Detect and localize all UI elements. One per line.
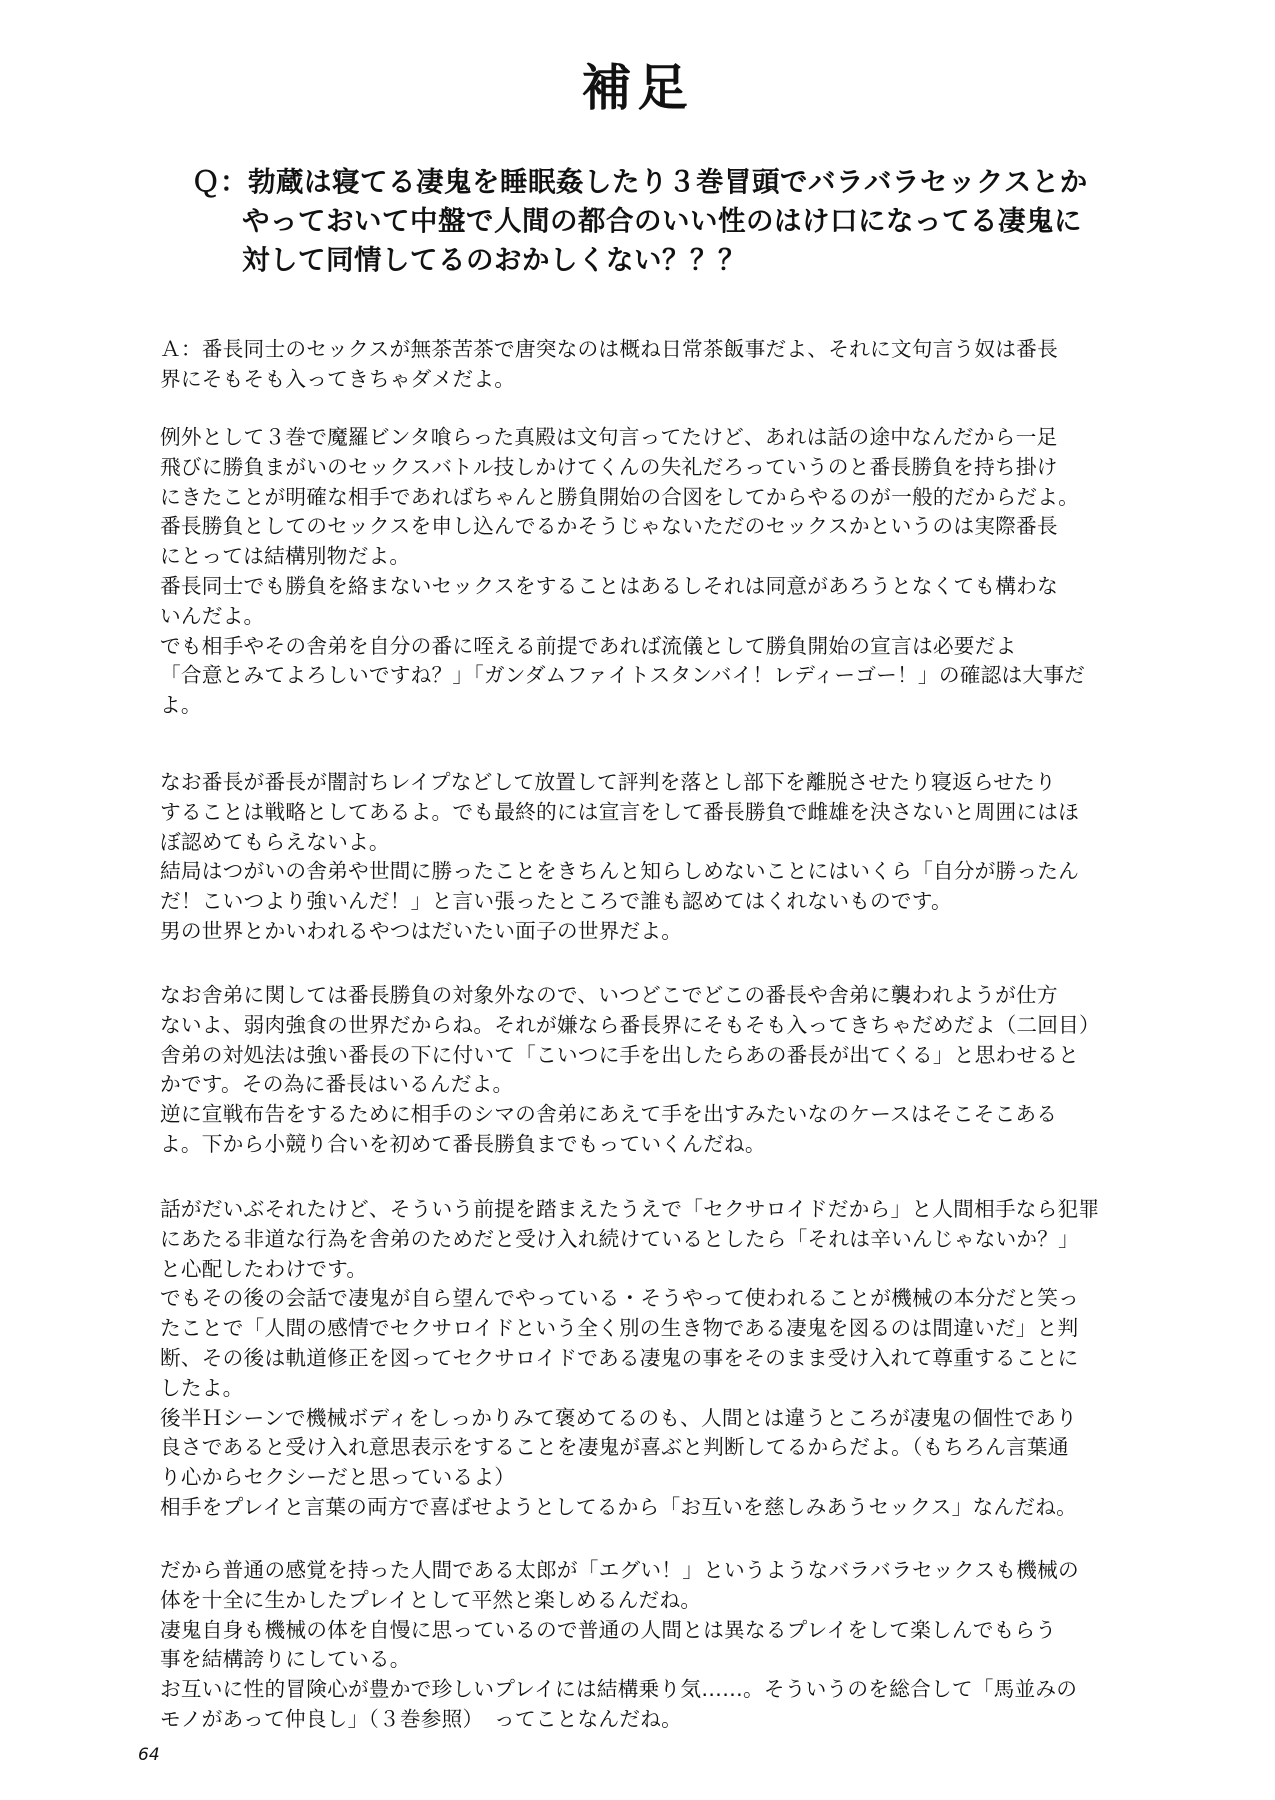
answer-paragraph-6 bbox=[160, 1556, 1140, 1735]
text-line: だから普通の感覚を持った人間である太郎が「エグい！」というようなバラバラセックスも機械の bbox=[160, 1558, 1079, 1582]
text-line: いんだよ。 bbox=[160, 603, 265, 628]
text-line: 断、その後は軌道修正を図ってセクサロイドである凄鬼の事をそのまま受け入れて尊重することに bbox=[160, 1345, 1079, 1370]
text-line: モノがあって仲良し」（３巻参照） ってことなんだね。 bbox=[160, 1706, 682, 1731]
text-line: でもその後の会話で凄鬼が自ら望んでやっている・そうやって使われることが機械の本分だと笑っ bbox=[160, 1286, 1080, 1311]
question-block bbox=[192, 163, 1192, 280]
text-line: と心配したわけです。 bbox=[160, 1256, 368, 1281]
text-line: たことで「人間の感情でセクサロイドという全く別の生き物である凄鬼を図るのは間違いだ」と判 bbox=[160, 1316, 1079, 1341]
text-line: 例外として３巻で魔羅ビンタ喰らった真殿は文句言ってたけど、あれは話の途中なんだから一足 bbox=[160, 425, 1058, 449]
text-line: 男の世界とかいわれるやつはだいたい面子の世界だよ。 bbox=[160, 918, 683, 943]
text-line: よ。下から小競り合いを初めて番長勝負までもっていくんだね。 bbox=[160, 1131, 766, 1156]
text-line: 「合意とみてよろしいですね？」「ガンダムファイトスタンバイ！レディーゴー！」の確認は大事だ bbox=[160, 663, 1086, 688]
page-title: 補足 bbox=[581, 59, 694, 117]
text-line: よ。 bbox=[160, 693, 202, 718]
text-line: なお舎弟に関しては番長勝負の対象外なので、いつどこでどこの番長や舎弟に襲われようが仕方 bbox=[160, 983, 1058, 1007]
text-line: り心からセクシーだと思っているよ） bbox=[160, 1465, 516, 1490]
text-line: にきたことが明確な相手であればちゃんと勝負開始の合図をしてからやるのが一般的だからだよ。 bbox=[160, 484, 1080, 509]
text-line: 良さであると受け入れ意思表示をすることを凄鬼が喜ぶと判断してるからだよ。（もちろん言葉通 bbox=[160, 1435, 1069, 1460]
answer-paragraph-4 bbox=[160, 981, 1140, 1160]
text-line: にあたる非道な行為を舎弟のためだと受け入れ続けているとしたら「それは辛いんじゃないか？」 bbox=[160, 1226, 1080, 1251]
text-line: 界にそもそも入ってきちゃダメだよ。 bbox=[160, 366, 516, 391]
answer-paragraph-1 bbox=[160, 335, 1140, 395]
text-line: お互いに性的冒険心が豊かで珍しいプレイには結構乗り気……。そういうのを総合して「馬並みの bbox=[160, 1677, 1078, 1702]
text-line: でも相手やその舎弟を自分の番に咥える前提であれば流儀として勝負開始の宣言は必要だよ bbox=[160, 633, 1017, 658]
text-line: ぼ認めてもらえないよ。 bbox=[160, 829, 390, 854]
text-line: ないよ、弱肉強食の世界だからね。それが嫌なら番長界にそもそも入ってきちゃだめだよ（二回目） bbox=[160, 1012, 1100, 1037]
text-line: することは戦略としてあるよ。でも最終的には宣言をして番長勝負で雌雄を決さないと周囲にはほ bbox=[160, 799, 1080, 824]
page-number: 64 bbox=[138, 1745, 160, 1765]
text-line: 後半Ｈシーンで機械ボディをしっかりみて褒めてるのも、人間とは違うところが凄鬼の個性であり bbox=[160, 1405, 1077, 1430]
question-line: Ｑ：勃蔵は寝てる凄鬼を睡眠姦したり３巻冒頭でバラバラセックスとか bbox=[192, 166, 1088, 198]
answer-paragraph-3 bbox=[160, 768, 1140, 947]
text-line: 飛びに勝負まがいのセックスバトル技しかけてくんの失礼だろっていうのと番長勝負を持ち掛け bbox=[160, 454, 1058, 479]
text-line: Ａ：番長同士のセックスが無茶苦茶で唐突なのは概ね日常茶飯事だよ、それに文句言う奴は番長 bbox=[160, 337, 1058, 361]
text-line: 話がだいぶそれたけど、そういう前提を踏まえたうえで「セクサロイドだから」と人間相手なら犯罪 bbox=[160, 1197, 1100, 1221]
text-line: 番長勝負としてのセックスを申し込んでるかそうじゃないただのセックスかというのは実際番長 bbox=[160, 514, 1058, 539]
text-line: 逆に宣戦布告をするために相手のシマの舎弟にあえて手を出すみたいなのケースはそこそこある bbox=[160, 1102, 1058, 1127]
text-line: にとっては結構別物だよ。 bbox=[160, 544, 411, 569]
answer-paragraph-5 bbox=[160, 1195, 1140, 1523]
text-line: 事を結構誇りにしている。 bbox=[160, 1647, 411, 1672]
question-line: やっておいて中盤で人間の都合のいい性のはけ口になってる凄鬼に bbox=[242, 205, 1082, 237]
text-line: 凄鬼自身も機械の体を自慢に思っているので普通の人間とは異なるプレイをして楽しんでもらう bbox=[160, 1617, 1057, 1642]
text-line: 番長同士でも勝負を絡まないセックスをすることはあるしそれは同意があろうとなくても構わな bbox=[160, 573, 1058, 598]
question-line: 対して同情してるのおかしくない？？？ bbox=[242, 244, 746, 276]
text-line: したよ。 bbox=[160, 1375, 244, 1400]
text-line: だ！こいつより強いんだ！」と言い張ったところで誰も認めてはくれないものです。 bbox=[160, 889, 952, 914]
text-line: 結局はつがいの舎弟や世間に勝ったことをきちんと知らしめないことにはいくら「自分が勝ったん bbox=[160, 859, 1080, 884]
text-line: なお番長が番長が闇討ちレイプなどして放置して評判を落とし部下を離脱させたり寝返らせたり bbox=[160, 770, 1056, 794]
answer-paragraph-2 bbox=[160, 423, 1140, 721]
text-line: 舎弟の対処法は強い番長の下に付いて「こいつに手を出したらあの番長が出てくる」と思わせると bbox=[160, 1042, 1080, 1067]
text-line: 体を十全に生かしたプレイとして平然と楽しめるんだね。 bbox=[160, 1587, 702, 1612]
text-line: かです。その為に番長はいるんだよ。 bbox=[160, 1072, 514, 1097]
text-line: 相手をプレイと言葉の両方で喜ばせようとしてるから「お互いを慈しみあうセックス」なんだね。 bbox=[160, 1494, 1077, 1519]
